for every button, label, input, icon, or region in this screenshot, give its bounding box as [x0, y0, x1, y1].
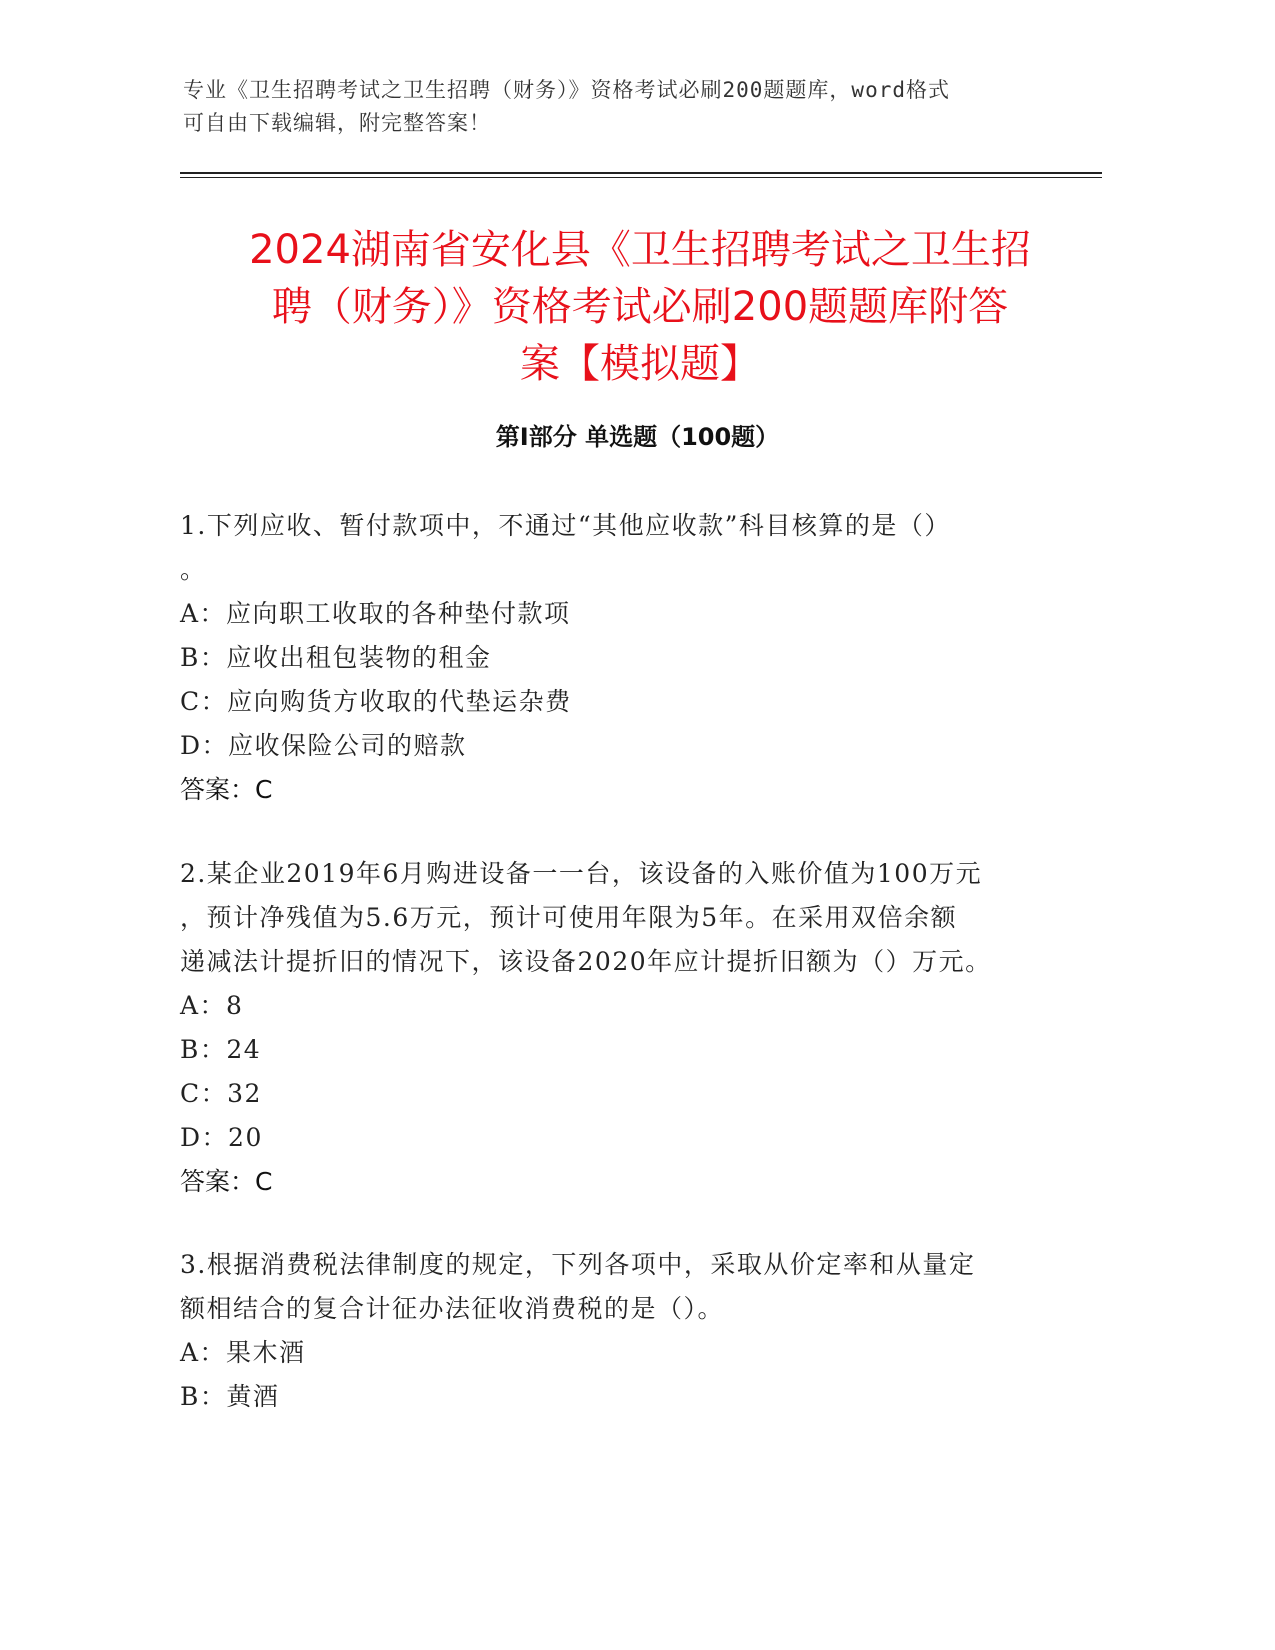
option-b: B：24 [180, 1035, 262, 1064]
answer: 答案：C [180, 1167, 273, 1196]
question-stem: 。 [180, 555, 207, 584]
question-stem: 额相结合的复合计征办法征收消费税的是（）。 [180, 1294, 725, 1323]
header-note-line: 可自由下载编辑，附完整答案！ [183, 111, 491, 135]
section-title: 第Ⅰ部分 单选题（100题） [495, 423, 780, 451]
option-d: D：应收保险公司的赔款 [180, 731, 467, 760]
answer: 答案：C [180, 775, 273, 804]
option-a: A：应向职工收取的各种垫付款项 [180, 599, 571, 628]
document-title [170, 222, 1110, 393]
header-divider-thick [180, 172, 1102, 174]
option-a: A：果木酒 [180, 1338, 306, 1367]
question-2 [180, 852, 1040, 1204]
question-3 [180, 1243, 1040, 1419]
question-stem: 3.根据消费税法律制度的规定，下列各项中，采取从价定率和从量定 [180, 1250, 976, 1279]
header-note [183, 74, 1063, 140]
option-d: D：20 [180, 1123, 263, 1152]
question-stem: 1.下列应收、暂付款项中，不通过“其他应收款”科目核算的是（） [180, 511, 951, 540]
question-1 [180, 504, 1040, 812]
question-stem: 2.某企业2019年6月购进设备一一台，该设备的入账价值为100万元 [180, 859, 983, 888]
title-line: 聘（财务）》资格考试必刷200题题库附答 [271, 284, 1009, 330]
option-c: C：32 [180, 1079, 262, 1108]
header-divider-thin [180, 177, 1102, 178]
option-b: B：黄酒 [180, 1382, 280, 1411]
option-c: C：应向购货方收取的代垫运杂费 [180, 687, 572, 716]
title-line: 2024湖南省安化县《卫生招聘考试之卫生招 [249, 227, 1031, 273]
question-stem: ，预计净残值为5.6万元，预计可使用年限为5年。在采用双倍余额 [180, 903, 958, 932]
question-stem: 递减法计提折旧的情况下，该设备2020年应计提折旧额为（）万元。 [180, 947, 992, 976]
option-a: A：8 [180, 991, 244, 1020]
header-note-line: 专业《卫生招聘考试之卫生招聘（财务）》资格考试必刷200题题库，word格式 [183, 78, 950, 102]
title-line: 案【模拟题】 [520, 341, 760, 387]
option-b: B：应收出租包装物的租金 [180, 643, 492, 672]
